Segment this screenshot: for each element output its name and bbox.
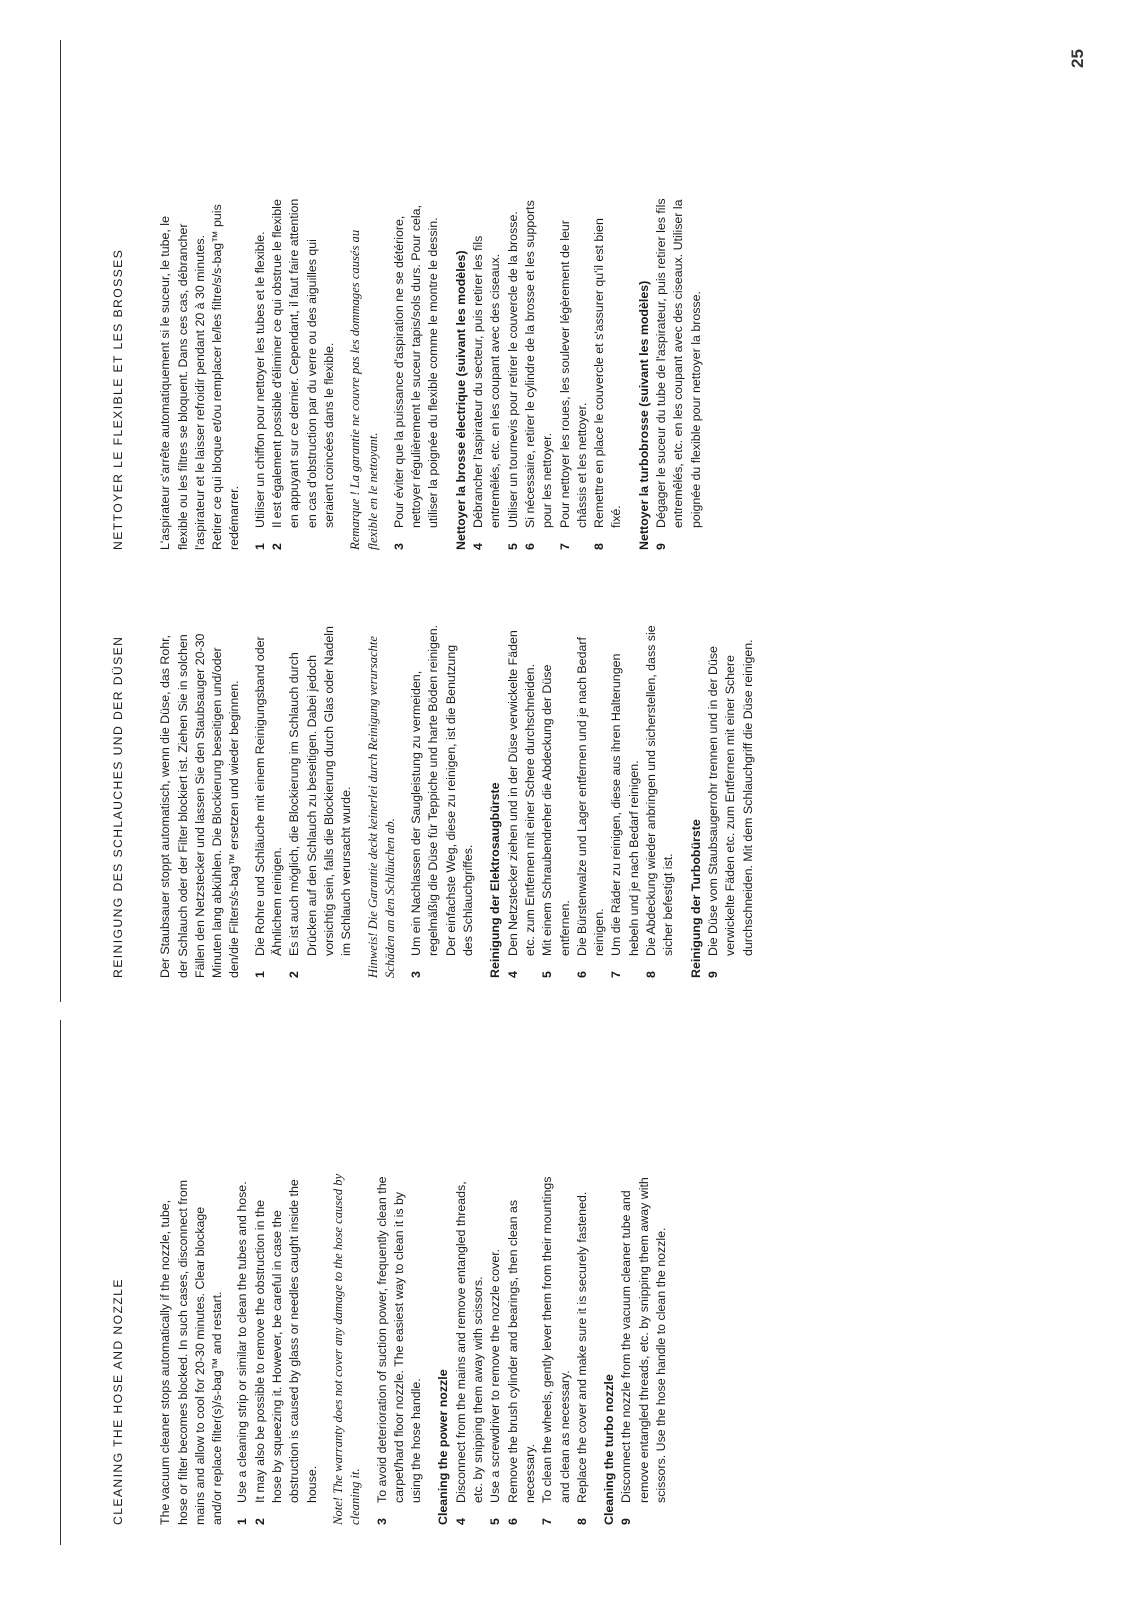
step-text: Débrancher l'aspirateur du secteur, puis retirer les fils entremêlés, etc. en les coupant avec des ciseaux. (471, 235, 503, 528)
subsection-title-power-nozzle: Nettoyer la brosse électrique (suivant les modèles) (453, 250, 468, 550)
step-text: Um ein Nachlassen der Saugleistung zu vermeiden, regelmäßig die Düse für Teppiche und harte Böden reinigen. Der einfachste Weg, diese zu reinigen, ist die Benutzung des Schlauchgriffes. (409, 624, 476, 956)
step-item (408, 623, 477, 978)
step-item (574, 623, 609, 978)
step-text: Es ist auch möglich, die Blockierung im Schlauch durch Drücken auf den Schlauch zu beseitigen. Dabei jedoch vorsichtig sein, falls die Blockierung durch Glas oder Nadeln im Schlauch verursacht wurde. (287, 626, 354, 956)
step-text: To avoid deterioration of suction power, frequently clean the carpet/hard floor nozzle. The easiest way to clean it is by using the hose handle. (374, 1176, 424, 1503)
step-number: 5 (540, 971, 555, 978)
step-number: 9 (705, 971, 720, 978)
intro-text: Der Staubsauer stoppt automatisch, wenn die Düse, das Rohr, der Schlauch oder der Filter blockiert ist. Ziehen Sie in solchen Fällen den Netzstecker und lassen Sie den Staubsauger 20-30 Minuten lang abkühlen. Die Blockierung beseitigen und/oder den/die Filters/s-bag™ ersetzen und wieder beginnen. (158, 633, 242, 978)
warranty-note: Remarque ! La garantie ne couvre pas les dommages causés au flexible en le nettoyant. (348, 229, 380, 550)
step-number: 1 (252, 971, 267, 978)
step-item (539, 623, 574, 978)
step-text: Remove the brush cylinder and bearings, then clean as necessary. (505, 1199, 537, 1503)
column-rule-1 (60, 1020, 61, 1545)
step-item (557, 195, 592, 550)
step-list (705, 623, 757, 978)
step-item (608, 623, 643, 978)
step-item (591, 195, 626, 550)
step-text: Um die Räder zu reinigen, diese aus ihren Halterungen hebeln und je nach Bedarf reinigen. (609, 653, 641, 956)
step-text: Remettre en place le couvercle et s'assurer qu'il est bien fixé. (592, 218, 624, 528)
step-item (234, 1170, 251, 1525)
step-item (487, 1170, 504, 1525)
step-number: 8 (592, 543, 607, 550)
column-german (110, 623, 757, 978)
step-number: 1 (235, 1518, 250, 1525)
step-item (505, 1170, 540, 1525)
column-french (110, 195, 705, 550)
warranty-note: Note! The warranty does not cover any damage to the hose caused by cleaning it. (330, 1173, 363, 1525)
step-list (408, 623, 477, 978)
step-item (252, 1170, 321, 1525)
step-number: 7 (540, 1518, 555, 1525)
step-item (374, 1170, 426, 1525)
step-list (374, 1170, 426, 1525)
step-list (653, 195, 705, 550)
step-item (705, 623, 757, 978)
step-number: 9 (619, 1518, 634, 1525)
step-number: 6 (522, 543, 537, 550)
page-number: 25 (1068, 49, 1087, 68)
step-number: 7 (557, 543, 572, 550)
step-list (391, 195, 443, 550)
step-text: Die Rohre und Schläuche mit einem Reinigungsband oder Ähnlichem reinigen. (252, 636, 285, 956)
step-text: Use a screwdriver to remove the nozzle cover. (488, 1248, 503, 1503)
step-number: 6 (574, 971, 589, 978)
step-number: 4 (453, 1518, 468, 1525)
step-number: 9 (654, 543, 669, 550)
step-number: 5 (505, 543, 520, 550)
step-item (252, 195, 269, 550)
step-list (453, 1170, 591, 1525)
subsection-title-turbo-nozzle: Nettoyer la turbobrosse (suivant les modèles) (636, 280, 651, 550)
intro-text: The vacuum cleaner stops automatically if the nozzle, tube, hose or filter becomes blocked. In such cases, disconnect from mains and allow to cool for 20-30 minutes. Clear blockage and/or replace filter(s)/s-bag™ and restart. (158, 1179, 225, 1525)
step-number: 2 (252, 1518, 267, 1525)
step-number: 4 (471, 543, 486, 550)
step-item (574, 1170, 591, 1525)
step-text: Pour nettoyer les roues, les soulever légèrement de leur châssis et les nettoyer. (557, 220, 589, 528)
step-number: 8 (574, 1518, 589, 1525)
subsection-title-power-nozzle: Reinigung der Elektrosaugbürste (488, 782, 503, 978)
step-number: 6 (505, 1518, 520, 1525)
subsection-title-turbo-nozzle: Reinigung der Turbobürste (688, 819, 703, 978)
step-item (522, 195, 557, 550)
step-text: Use a cleaning strip or similar to clean the tubes and hose. (235, 1181, 250, 1503)
step-list (470, 195, 626, 550)
subsection-title-turbo-nozzle: Cleaning the turbo nozzle (602, 1374, 617, 1525)
step-list (505, 623, 678, 978)
warranty-note: Hinweis! Die Garantie deckt keinerlei durch Reinigung verursachte Schäden an den Schläuchen ab. (365, 636, 397, 978)
step-text: Utiliser un tournevis pour retirer le couvercle de la brosse. (505, 211, 520, 528)
step-number: 3 (409, 971, 424, 978)
step-number: 2 (270, 543, 285, 550)
step-list (252, 195, 338, 550)
step-list (252, 623, 356, 978)
section-title: NETTOYER LE FLEXIBLE ET LES BROSSES (111, 248, 125, 550)
step-text: Die Düse vom Staubsaugerrohr trennen und in der Düse verwickelte Fäden etc. zum Entfernen mit einer Schere durchschneiden. Mit dem Schlauchgriff die Düse reinigen. (705, 639, 755, 956)
step-number: 7 (609, 971, 624, 978)
section-title: REINIGUNG DES SCHLAUCHES UND DER DÜSEN (111, 635, 125, 978)
step-text: Die Abdeckung wieder anbringen und sicherstellen, dass sie sicher befestigt ist. (644, 625, 676, 956)
step-text: Pour éviter que la puissance d'aspiration ne se détériore, nettoyer régulièrement le suceur tapis/sols durs. Pour cela, utiliser la poignée du flexible comme le montre le dessin. (391, 204, 441, 528)
step-number: 8 (644, 971, 659, 978)
step-number: 5 (488, 1518, 503, 1525)
step-item (470, 195, 505, 550)
subsection-title-power-nozzle: Cleaning the power nozzle (436, 1369, 451, 1525)
step-item (286, 623, 355, 978)
step-item (453, 1170, 488, 1525)
intro-text: L'aspirateur s'arrête automatiquement si le suceur, le tube, le flexible ou les filtres se bloquent. Dans ces cas, débrancher l'aspirateur et le laisser refroidir pendant 20 à 30 minutes. Retirer ce qui bloque et/ou remplacer le/les filtre/s/s-bag™ puis redémarrer. (158, 204, 242, 550)
step-number: 2 (287, 971, 302, 978)
step-text: Disconnect the nozzle from the vacuum cleaner tube and remove entangled threads, etc. by snipping them away with scissors. Use the hose handle to clean the nozzle. (619, 1177, 669, 1503)
step-text: Il est également possible d'éliminer ce qui obstrue le flexible en appuyant sur ce dernier. Cependant, il faut faire attention en cas d'obstruction par du verre ou des aiguilles qui seraient coincées dans le flexible. (270, 198, 336, 528)
step-text: Disconnect from the mains and remove entangled threads, etc. by snipping them away with scissors. (453, 1181, 486, 1503)
step-list (618, 1170, 670, 1525)
step-item (618, 1170, 670, 1525)
column-rule-2 (60, 542, 61, 1002)
step-item (391, 195, 443, 550)
column-english (110, 1170, 670, 1525)
step-text: Si nécessaire, retirer le cylindre de la brosse et les supports pour les nettoyer. (522, 200, 555, 528)
step-text: It may also be possible to remove the obstruction in the hose by squeezing it. However, be careful in case the obstruction is caused by glass or needles caught inside the house. (252, 1179, 319, 1503)
step-number: 4 (505, 971, 520, 978)
step-text: Replace the cover and make sure it is securely fastened. (574, 1191, 589, 1503)
step-item (643, 623, 678, 978)
step-item (505, 623, 540, 978)
step-list (234, 1170, 320, 1525)
step-text: To clean the wheels, gently lever them from their mountings and clean as necessary. (540, 1176, 572, 1503)
section-title: CLEANING THE HOSE AND NOZZLE (111, 1278, 125, 1525)
step-number: 1 (252, 543, 267, 550)
step-item (539, 1170, 574, 1525)
step-item (252, 623, 287, 978)
step-number: 3 (391, 543, 406, 550)
step-number: 3 (374, 1518, 389, 1525)
step-item (269, 195, 338, 550)
step-text: Dégager le suceur du tube de l'aspirateur, puis retirer les fils entremêlés, etc. en les coupant avec des ciseaux. Utiliser la poignée du flexible pour nettoyer la brosse. (654, 198, 703, 528)
step-text: Mit einem Schraubendreher die Abdeckung der Düse entfernen. (540, 664, 572, 956)
step-text: Die Bürstenwalze und Lager entfernen und je nach Bedarf reinigen. (574, 637, 607, 956)
step-item (505, 195, 522, 550)
step-text: Den Netzstecker ziehen und in der Düse verwickelte Fäden etc. zum Entfernen mit einer Schere durchschneiden. (505, 630, 537, 956)
step-item (653, 195, 705, 550)
step-text: Utiliser un chiffon pour nettoyer les tubes et le flexible. (252, 231, 267, 528)
column-rule-3 (60, 40, 61, 560)
